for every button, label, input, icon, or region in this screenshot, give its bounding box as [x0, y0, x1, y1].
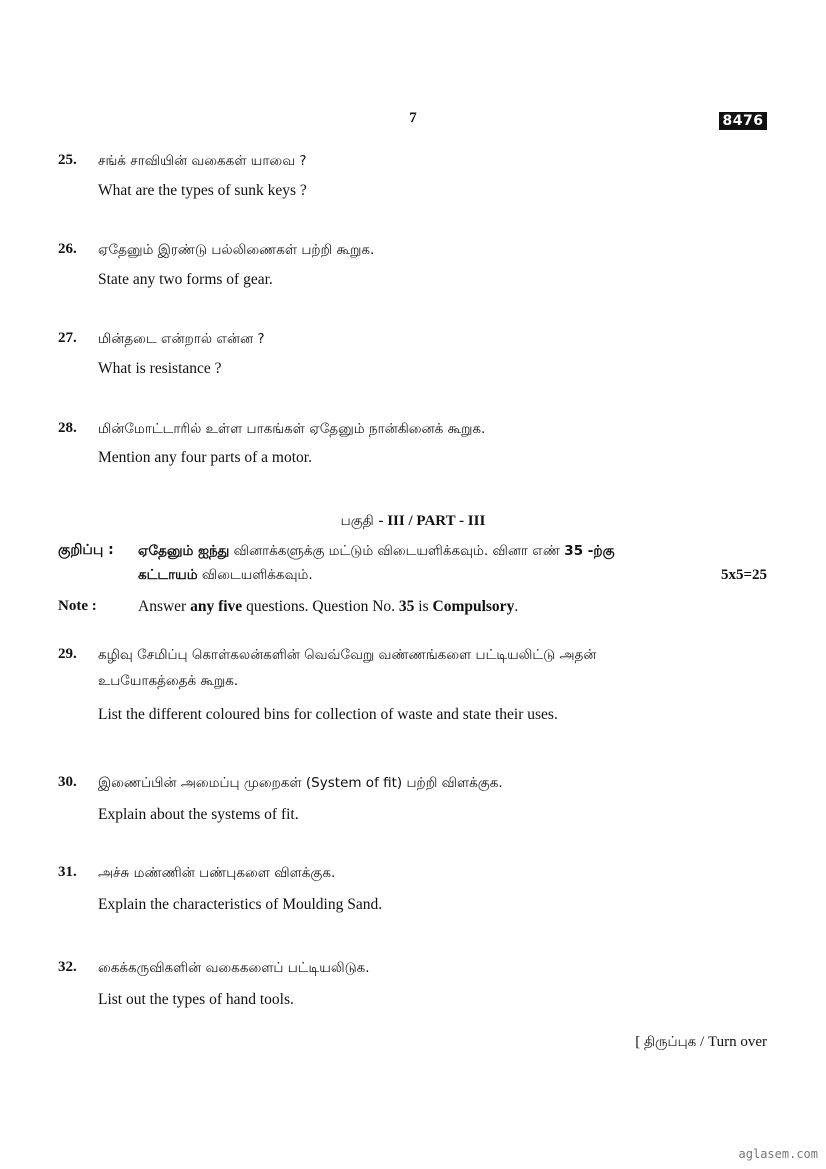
- question-tamil: கைக்கருவிகளின் வகைகளைப் பட்டியலிடுக.: [98, 960, 370, 976]
- watermark: aglasem.com: [738, 1147, 818, 1161]
- question-tamil: ஏதேனும் இரண்டு பல்லிணைகள் பற்றி கூறுக.: [98, 242, 375, 258]
- question-number: 32.: [58, 959, 77, 975]
- question-english: Mention any four parts of a motor.: [98, 449, 312, 466]
- turn-over-english: / Turn over: [700, 1034, 767, 1050]
- turn-over-note: [635, 1034, 767, 1052]
- question-tamil: மின்மோட்டாரில் உள்ள பாகங்கள் ஏதேனும் நான்கினைக் கூறுக.: [98, 421, 486, 437]
- turn-over-bracket: [: [635, 1034, 641, 1050]
- note-text: Answer: [138, 598, 187, 615]
- part-heading: [0, 511, 826, 531]
- question-tamil: கழிவு சேமிப்பு கொள்கலன்களின் வெவ்வேறு வண்ணங்களை பட்டியலிட்டு அதன்: [98, 647, 597, 663]
- question-number: 31.: [58, 864, 77, 880]
- note-tamil-bold-any-five: ஏதேனும் ஐந்து: [138, 543, 230, 559]
- note-bold-question-number: 35: [398, 598, 415, 615]
- question-number: 25.: [58, 152, 77, 168]
- note-text: .: [514, 598, 519, 615]
- marks-allocation: 5x5=25: [720, 567, 767, 583]
- question-english: State any two forms of gear.: [98, 271, 273, 288]
- question-number: 27.: [58, 330, 77, 346]
- note-tamil-bold-compulsory: கட்டாயம்: [138, 567, 198, 583]
- note-tamil-text: வினாக்களுக்கு மட்டும் விடையளிக்கவும். வினா எண்: [233, 543, 560, 559]
- paper-code-badge: 8476: [719, 112, 767, 130]
- turn-over-tamil: திருப்புக: [643, 1034, 697, 1050]
- question-tamil: சங்க் சாவியின் வகைகள் யாவை ?: [98, 153, 307, 169]
- page-number: 7: [409, 110, 417, 126]
- note-english-text: [138, 598, 518, 616]
- note-bold-any-five: any five: [190, 598, 243, 615]
- question-english: What are the types of sunk keys ?: [98, 182, 307, 199]
- question-number: 28.: [58, 420, 77, 436]
- note-tamil-line-1: [138, 543, 615, 561]
- question-english: Explain the characteristics of Moulding Sand.: [98, 896, 383, 913]
- question-tamil-continued: உபயோகத்தைக் கூறுக.: [98, 673, 239, 689]
- note-tamil-question-number: 35 -ற்கு: [564, 543, 615, 559]
- question-english: List out the types of hand tools.: [98, 991, 294, 1008]
- question-number: 30.: [58, 774, 77, 790]
- question-english: List the different coloured bins for collection of waste and state their uses.: [98, 706, 558, 723]
- note-english-label: Note :: [58, 598, 97, 614]
- note-tamil-label: குறிப்பு :: [58, 542, 114, 558]
- note-text: is: [418, 598, 429, 615]
- question-number: 26.: [58, 241, 77, 257]
- note-text: questions. Question No.: [246, 598, 396, 615]
- question-english: Explain about the systems of fit.: [98, 806, 299, 823]
- part-heading-tamil: பகுதி: [340, 513, 374, 529]
- question-number: 29.: [58, 646, 77, 662]
- question-english: What is resistance ?: [98, 360, 222, 377]
- question-tamil: மின்தடை என்றால் என்ன ?: [98, 331, 265, 347]
- part-heading-english: - III / PART - III: [378, 513, 486, 529]
- note-tamil-text: விடையளிக்கவும்.: [201, 567, 313, 583]
- question-tamil: அச்சு மண்ணின் பண்புகளை விளக்குக.: [98, 865, 336, 881]
- note-tamil-line-2: [138, 567, 313, 585]
- note-bold-compulsory: Compulsory: [432, 598, 515, 615]
- question-tamil: இணைப்பின் அமைப்பு முறைகள் (System of fit) பற்றி விளக்குக.: [98, 775, 503, 791]
